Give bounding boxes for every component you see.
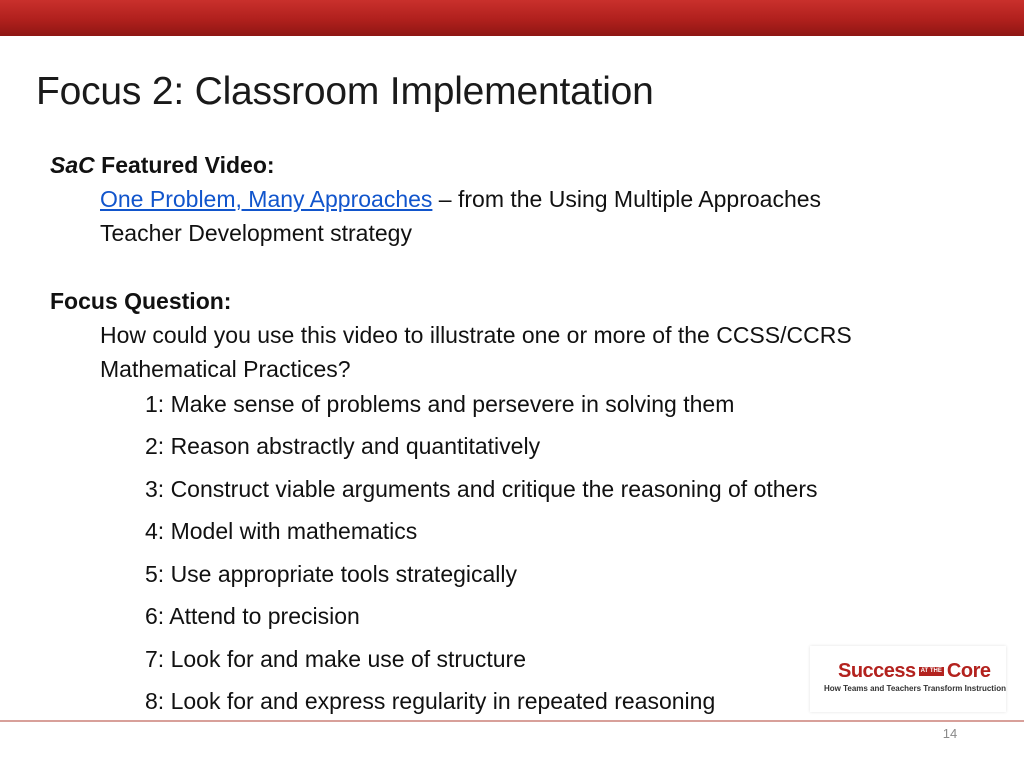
practice-item: 4: Model with mathematics	[145, 518, 418, 544]
sac-label: SaC	[50, 152, 95, 178]
success-at-the-core-logo	[810, 646, 1006, 712]
logo-wordmark: Success AT THE Core	[838, 660, 991, 682]
featured-video-line1	[100, 184, 821, 214]
video-link[interactable]: One Problem, Many Approaches	[100, 186, 433, 212]
featured-video-label: Featured Video:	[94, 152, 275, 178]
slide-title: Focus 2: Classroom Implementation	[36, 70, 654, 113]
logo-tagline: How Teams and Teachers Transform Instruction	[824, 684, 1006, 693]
featured-video-line2: Teacher Development strategy	[100, 220, 412, 246]
practice-item: 3: Construct viable arguments and critique the reasoning of others	[145, 476, 818, 502]
focus-question-line1: How could you use this video to illustrate one or more of the CCSS/CCRS	[100, 322, 852, 348]
practice-item: 5: Use appropriate tools strategically	[145, 561, 518, 587]
focus-question-heading: Focus Question:	[50, 288, 232, 314]
page-number: 14	[942, 726, 958, 741]
practice-item: 8: Look for and express regularity in repeated reasoning	[145, 688, 716, 714]
practice-item: 1: Make sense of problems and persevere in solving them	[145, 391, 735, 417]
video-description: – from the Using Multiple Approaches	[432, 186, 822, 212]
practice-item: 6: Attend to precision	[145, 603, 360, 629]
practice-item: 7: Look for and make use of structure	[145, 646, 526, 672]
featured-video-heading	[50, 150, 275, 180]
practice-item: 2: Reason abstractly and quantitatively	[145, 433, 541, 459]
focus-question-line2: Mathematical Practices?	[100, 356, 351, 382]
footer-divider	[0, 720, 1024, 722]
